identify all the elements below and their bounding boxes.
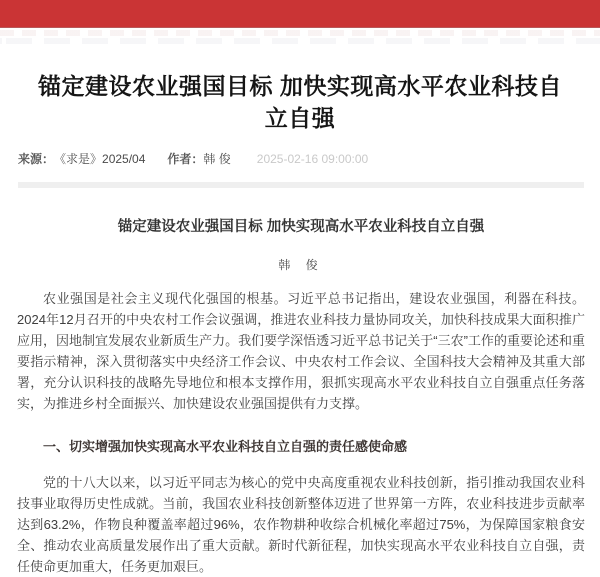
article-body	[0, 215, 600, 577]
article-title: 锚定建设农业强国目标 加快实现高水平农业科技自立自强	[117, 219, 485, 235]
section-heading-1: 一、切实增强加快实现高水平农业科技自立自强的责任感使命感	[43, 439, 408, 454]
author-value: 韩 俊	[203, 152, 231, 166]
source-value: 《求是》2025/04	[54, 152, 146, 166]
article-author: 韩 俊	[278, 258, 324, 272]
paragraph-2: 党的十八大以来，以习近平同志为核心的党中央高度重视农业科技创新，指引推动我国农业科技事业取得历史性成就。当前，我国农业科技创新整体迈进了世界第一方阵，农业科技进步贡献率达到63.2%，作物良种覆盖率超过96%，农作物耕种收综合机械化率超过75%，为保障国家粮食安全、推动农业高质量发展作出了重大贡献。新时代新征程，加快实现高水平农业科技自立自强，责任使命更加重大，任务更加艰巨。	[17, 475, 585, 574]
site-header-bar	[0, 0, 600, 28]
paragraph-1: 农业强国是社会主义现代化强国的根基。习近平总书记指出，建设农业强国，利器在科技。2024年12月召开的中央农村工作会议强调，推进农业科技力量协同攻关，加快科技成果大面积推广应用，因地制宜发展农业新质生产力。我们要学深悟透习近平总书记关于“三农”工作的重要论述和重要指示精神，深入贯彻落实中央经济工作会议、中央农村工作会议、全国科技大会精神及其重大部署，充分认识科技的战略先导地位和根本支撑作用，狠抓实现高水平农业科技自立自强重点任务落实，为推进乡村全面振兴、加快建设农业强国提供有力支撑。	[17, 291, 585, 411]
page-title: 锚定建设农业强国目标 加快实现高水平农业科技自立自强	[38, 73, 562, 131]
publish-datetime: 2025-02-16 09:00:00	[256, 152, 369, 166]
faded-nav-strip	[0, 28, 600, 46]
content-divider	[18, 182, 584, 188]
source-label: 来源：	[18, 152, 55, 166]
article-meta-row	[18, 150, 600, 167]
author-label: 作者：	[167, 152, 204, 166]
